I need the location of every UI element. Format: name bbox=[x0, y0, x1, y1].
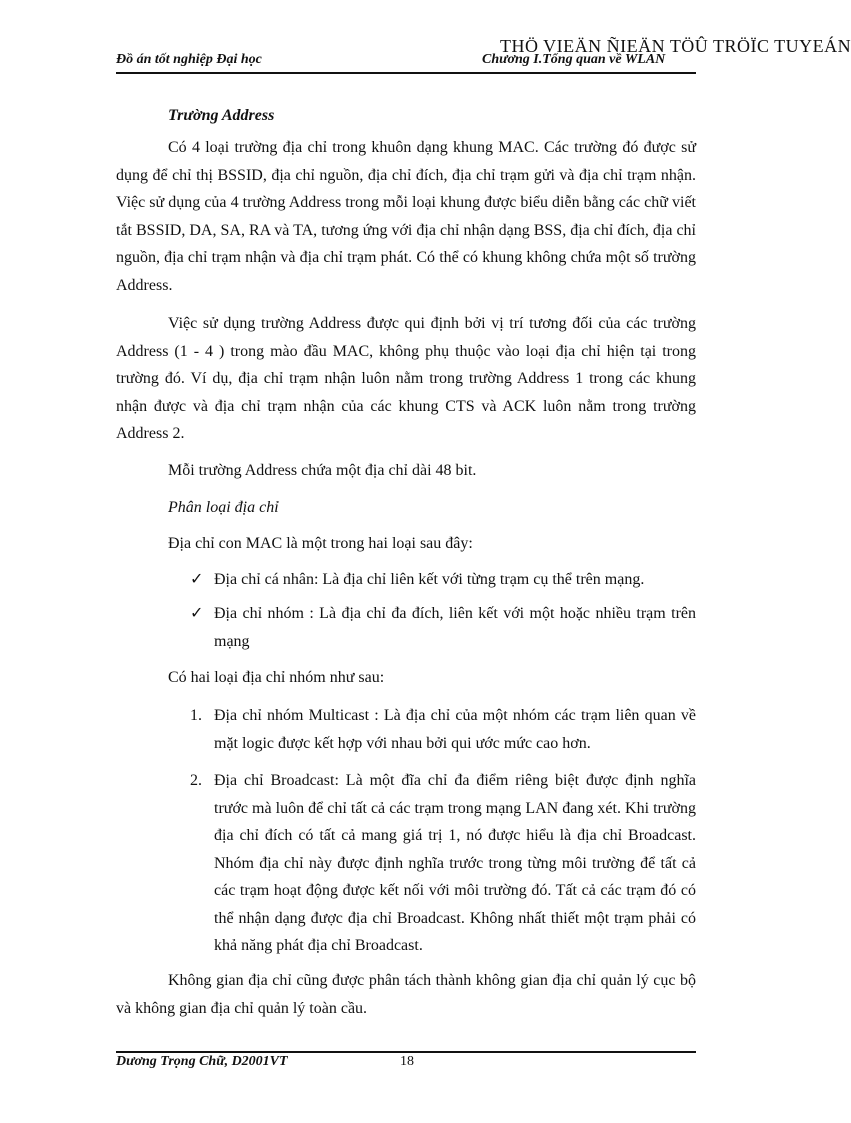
paragraph-4: Địa chỉ con MAC là một trong hai loại sau đây: bbox=[168, 535, 473, 552]
paragraph-3: Mỗi trường Address chứa một địa chỉ dài 48 bit. bbox=[168, 462, 477, 479]
bullet-item: Địa chỉ cá nhân: Là địa chỉ liên kết với từng trạm cụ thể trên mạng. bbox=[214, 571, 645, 588]
paragraph-6: Không gian địa chỉ cũng được phân tách thành không gian địa chỉ quản lý cục bộ và không gian địa chỉ quản lý toàn cầu. bbox=[116, 972, 696, 1017]
watermark-text: THÖ VIEÄN ÑIEÄN TÖÛ TRÖÏC TUYEÁN bbox=[500, 36, 851, 56]
footer-divider bbox=[116, 1051, 696, 1053]
check-icon: ✓ bbox=[190, 571, 204, 588]
footer-author: Dương Trọng Chữ, D2001VT bbox=[116, 1054, 288, 1069]
list-number: 2. bbox=[190, 772, 202, 789]
section-title: Trường Address bbox=[168, 107, 275, 124]
header-document-title: Đồ án tốt nghiệp Đại học bbox=[116, 52, 262, 67]
bullet-item: Địa chỉ nhóm : Là địa chỉ đa đích, liên kết với một hoặc nhiều trạm trên mạng bbox=[214, 605, 696, 650]
paragraph-1: Có 4 loại trường địa chỉ trong khuôn dạng khung MAC. Các trường đó được sử dụng để chỉ thị BSSID, địa chỉ nguồn, địa chỉ đích, địa chỉ trạm gửi và địa chỉ trạm nhận. Việc sử dụng của 4 trường Address trong mỗi loại khung được biểu diễn bằng các chữ viết tắt BSSID, DA, SA, RA và TA, tương ứng với địa chỉ nhận dạng BSS, địa chỉ đích, địa chỉ nguồn, địa chỉ trạm nhận và địa chỉ trạm phát. Có thể có khung không chứa một số trường Address. bbox=[116, 139, 696, 294]
page-number: 18 bbox=[400, 1054, 414, 1069]
numbered-item: Địa chỉ Broadcast: Là một đĩa chỉ đa điểm riêng biệt được định nghĩa trước mà luôn để chỉ tất cả các trạm trong mạng LAN đang xét. Khi trường địa chỉ đích có tất cả mang giá trị 1, nó được hiểu là địa chỉ Broadcast. Nhóm địa chỉ này được định nghĩa trước trong từng môi trường để tất cả các trạm hoạt động được kết nối với môi trường đó. Tất cả các trạm đó có thể nhận dạng được địa chỉ Broadcast. Không nhất thiết một trạm phải có khả năng phát địa chỉ Broadcast. bbox=[214, 772, 696, 954]
list-number: 1. bbox=[190, 707, 202, 724]
paragraph-2: Việc sử dụng trường Address được qui định bởi vị trí tương đối của các trường Address (1 - 4 ) trong mào đầu MAC, không phụ thuộc vào loại địa chỉ hiện tại trong trường đó. Ví dụ, địa chỉ trạm nhận luôn nằm trong trường Address 1 trong các khung nhận được và địa chỉ trạm nhận của các khung CTS và ACK luôn nằm trong trường Address 2. bbox=[116, 315, 696, 442]
subheading: Phân loại địa chỉ bbox=[168, 499, 279, 516]
paragraph-5: Có hai loại địa chỉ nhóm như sau: bbox=[168, 669, 385, 686]
check-icon: ✓ bbox=[190, 605, 204, 622]
numbered-item: Địa chỉ nhóm Multicast : Là địa chỉ của một nhóm các trạm liên quan về mặt logic được kết hợp với nhau bởi qui ước mức cao hơn. bbox=[214, 707, 696, 752]
header-chapter-title: Chương I.Tổng quan về WLAN bbox=[482, 52, 666, 67]
page-header bbox=[116, 50, 696, 74]
